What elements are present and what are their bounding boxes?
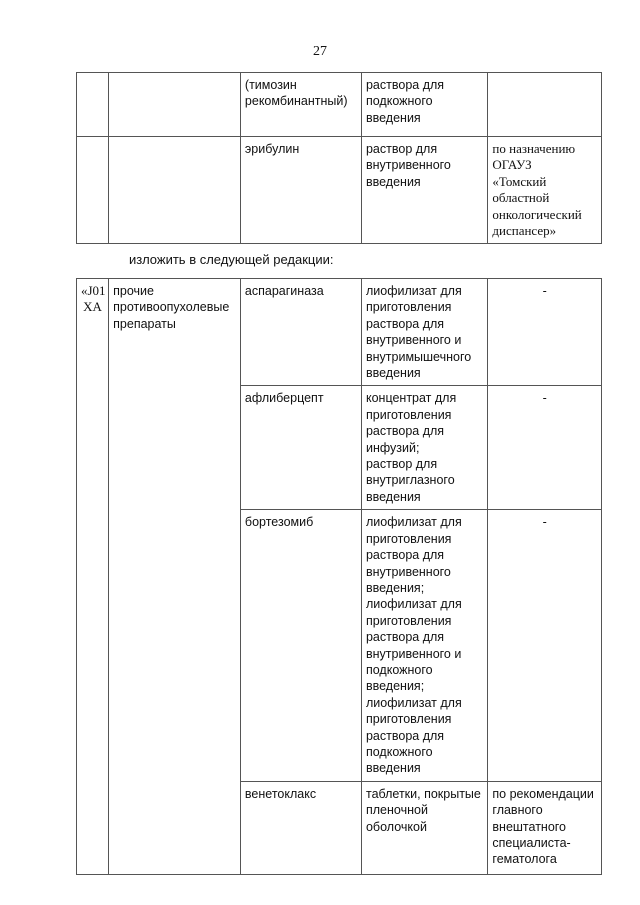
note-cell <box>488 73 602 137</box>
table-row <box>77 279 602 386</box>
dosage-form-cell: раствор для внутривенного введения <box>361 137 487 244</box>
dosage-form-cell: таблетки, покрытые пленочной оболочкой <box>361 781 487 874</box>
previous-table <box>76 72 602 244</box>
drug-name-cell: афлиберцепт <box>240 386 361 510</box>
group-cell: прочие противоопухолевые препараты <box>109 279 241 875</box>
note-cell: по назначению ОГАУЗ «Томский областной онкологический диспансер» <box>488 137 602 244</box>
table-row <box>77 137 602 244</box>
new-table <box>76 278 602 875</box>
drug-name-cell: (тимозин рекомбинантный) <box>240 73 361 137</box>
drug-name-cell: аспарагиназа <box>240 279 361 386</box>
drug-name-cell: венетоклакс <box>240 781 361 874</box>
code-cell: «J01 XA <box>77 279 109 875</box>
note-cell: - <box>488 279 602 386</box>
drug-name-cell: бортезомиб <box>240 510 361 782</box>
group-cell <box>109 73 241 137</box>
group-cell <box>109 137 241 244</box>
drug-name-cell: эрибулин <box>240 137 361 244</box>
code-cell <box>77 73 109 137</box>
intro-text: изложить в следующей редакции: <box>129 252 334 267</box>
table-row <box>77 73 602 137</box>
dosage-form-cell: лиофилизат для приготовления раствора для внутривенного и внутримышечного введения <box>361 279 487 386</box>
page-number: 27 <box>313 44 327 59</box>
dosage-form-cell: раствора для подкожного введения <box>361 73 487 137</box>
note-cell: по рекомендации главного внештатного специалиста- гематолога <box>488 781 602 874</box>
note-cell: - <box>488 510 602 782</box>
note-cell: - <box>488 386 602 510</box>
dosage-form-cell: лиофилизат для приготовления раствора для внутривенного введения; лиофилизат для приготовления раствора для внутривенного и подкожного введения; лиофилизат для приготовления раствора для подкожного введения <box>361 510 487 782</box>
code-cell <box>77 137 109 244</box>
dosage-form-cell: концентрат для приготовления раствора для инфузий; раствор для внутриглазного введения <box>361 386 487 510</box>
